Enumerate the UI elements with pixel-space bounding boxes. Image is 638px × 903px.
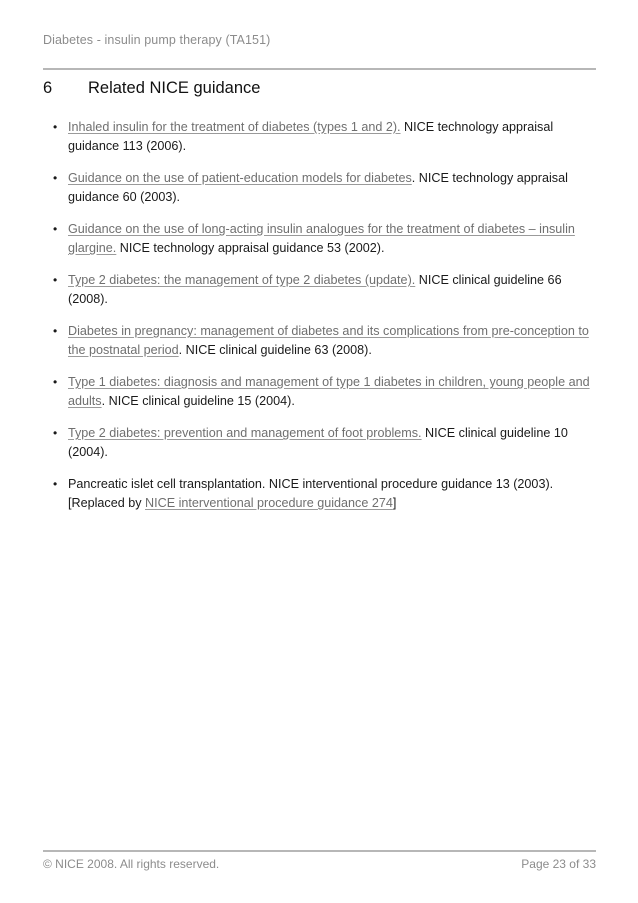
item-text: Pancreatic islet cell transplantation. NICE interventional procedure guidance 13 (2003). [Replaced by bbox=[68, 477, 554, 510]
bullet-icon: • bbox=[53, 477, 58, 491]
bullet-icon: • bbox=[53, 375, 58, 389]
list-item bbox=[53, 118, 598, 156]
page-number: Page 23 of 33 bbox=[521, 857, 596, 871]
guidance-link[interactable]: Guidance on the use of long-acting insulin analogues for the treatment of diabetes – insulin glargine. bbox=[68, 222, 575, 255]
related-guidance-list bbox=[53, 118, 598, 526]
bullet-icon: • bbox=[53, 426, 58, 440]
footer-divider bbox=[43, 850, 596, 852]
guidance-link[interactable]: Guidance on the use of patient-education models for diabetes bbox=[68, 171, 412, 185]
item-text: NICE clinical guideline 10 (2004). bbox=[68, 426, 568, 459]
bullet-icon: • bbox=[53, 171, 58, 185]
section-title: Related NICE guidance bbox=[88, 79, 261, 97]
item-suffix: ] bbox=[392, 496, 397, 510]
list-item bbox=[53, 424, 598, 462]
item-text: NICE technology appraisal guidance 113 (2006). bbox=[68, 120, 554, 153]
guidance-link[interactable]: Type 2 diabetes: prevention and management of foot problems. bbox=[68, 426, 422, 440]
bullet-icon: • bbox=[53, 120, 58, 134]
item-text: NICE clinical guideline 66 (2008). bbox=[68, 273, 562, 306]
list-item bbox=[53, 322, 598, 360]
list-item bbox=[53, 169, 598, 207]
running-header: Diabetes - insulin pump therapy (TA151) bbox=[43, 33, 271, 47]
guidance-link[interactable]: Type 1 diabetes: diagnosis and management of type 1 diabetes in children, young people and adults bbox=[68, 375, 590, 408]
item-text: . NICE clinical guideline 15 (2004). bbox=[101, 394, 295, 408]
bullet-icon: • bbox=[53, 222, 58, 236]
list-item bbox=[53, 220, 598, 258]
footer-copyright: © NICE 2008. All rights reserved. bbox=[43, 857, 220, 871]
guidance-link[interactable]: Type 2 diabetes: the management of type 2 diabetes (update). bbox=[68, 273, 416, 287]
list-item bbox=[53, 475, 598, 513]
item-text: . NICE technology appraisal guidance 60 (2003). bbox=[68, 171, 568, 204]
bullet-icon: • bbox=[53, 273, 58, 287]
list-item bbox=[53, 271, 598, 309]
guidance-link[interactable]: Inhaled insulin for the treatment of diabetes (types 1 and 2). bbox=[68, 120, 401, 134]
bullet-icon: • bbox=[53, 324, 58, 338]
section-number: 6 bbox=[43, 79, 53, 97]
guidance-link[interactable]: Diabetes in pregnancy: management of diabetes and its complications from pre-conception to the postnatal period bbox=[68, 324, 589, 357]
item-text: NICE technology appraisal guidance 53 (2002). bbox=[116, 241, 385, 255]
list-item bbox=[53, 373, 598, 411]
item-text: . NICE clinical guideline 63 (2008). bbox=[178, 343, 372, 357]
guidance-link[interactable]: NICE interventional procedure guidance 274 bbox=[145, 496, 393, 510]
header-divider bbox=[43, 68, 596, 70]
